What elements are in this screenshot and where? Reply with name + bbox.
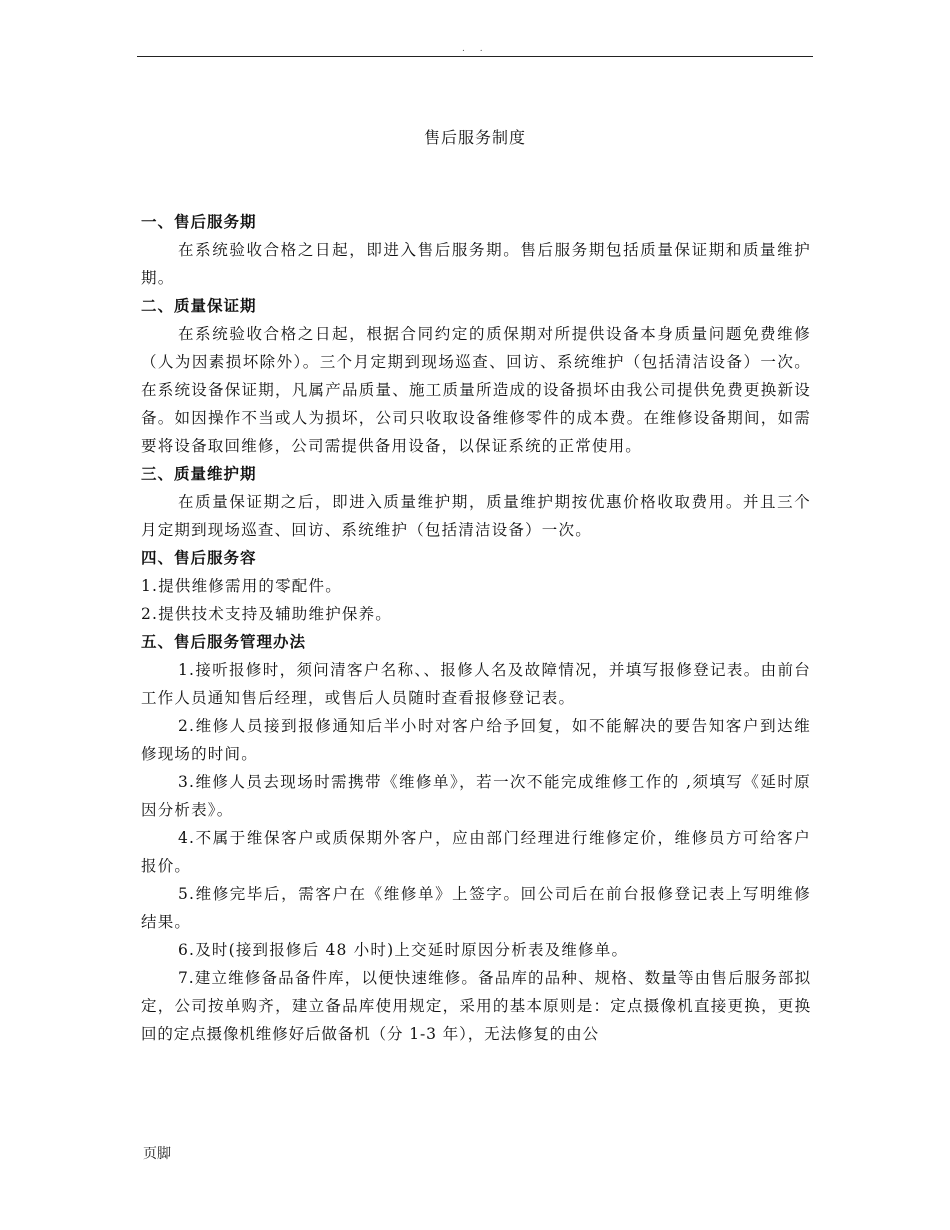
section-heading: 二、质量保证期 — [141, 296, 257, 315]
numbered-paragraph: 1.接听报修时，须问清客户名称、、报修人名及故障情况，并填写报修登记表。由前台工作人员通知售后经理，或售后人员随时查看报修登记表。 — [141, 661, 811, 707]
numbered-paragraph: 2.维修人员接到报修通知后半小时对客户给予回复，如不能解决的要告知客户到达维修现场的时间。 — [141, 717, 811, 763]
numbered-paragraph: 6.及时(接到报修后 48 小时)上交延时原因分析表及维修单。 — [178, 941, 629, 959]
section-paragraph: 在系统验收合格之日起，即进入售后服务期。售后服务期包括质量保证期和质量维护期。 — [141, 241, 811, 287]
section-paragraph: 在系统验收合格之日起，根据合同约定的质保期对所提供设备本身质量问题免费维修（人为因素损坏除外）。三个月定期到现场巡查、回访、系统维护（包括清洁设备）一次。在系统设备保证期，凡属产品质量、施工质量所造成的设备损坏由我公司提供免费更换新设备。如因操作不当或人为损坏，公司只收取设备维修零件的成本费。在维修设备期间，如需要将设备取回维修，公司需提供备用设备，以保证系统的正常使用。 — [141, 325, 811, 455]
list-item: 2.提供技术支持及辅助维护保养。 — [141, 605, 392, 623]
numbered-paragraph: 5.维修完毕后，需客户在《维修单》上签字。回公司后在前台报修登记表上写明维修结果。 — [141, 885, 811, 931]
section-heading: 四、售后服务容 — [141, 548, 257, 567]
numbered-paragraph: 7.建立维修备品备件库，以便快速维修。备品库的品种、规格、数量等由售后服务部拟定，公司按单购齐，建立备品库使用规定，采用的基本原则是：定点摄像机直接更换，更换回的定点摄像机维修好后做备机（分 1-3 年），无法修复的由公 — [141, 969, 811, 1043]
document-title: 售后服务制度 — [423, 128, 526, 147]
section-heading: 一、售后服务期 — [141, 212, 257, 231]
header-marks: . . — [462, 44, 489, 54]
numbered-paragraph: 4.不属于维保客户或质保期外客户，应由部门经理进行维修定价，维修员方可给客户报价。 — [141, 829, 811, 875]
document-body — [141, 208, 811, 1048]
list-item: 1.提供维修需用的零配件。 — [141, 577, 342, 595]
section-heading: 三、质量维护期 — [141, 464, 257, 483]
header-rule — [137, 56, 813, 57]
page-footer: 页脚 — [143, 1146, 171, 1162]
section-heading: 五、售后服务管理办法 — [141, 632, 307, 651]
numbered-paragraph: 3.维修人员去现场时需携带《维修单》，若一次不能完成维修工作的 ,须填写《延时原因分析表》。 — [141, 773, 811, 819]
section-paragraph: 在质量保证期之后，即进入质量维护期，质量维护期按优惠价格收取费用。并且三个月定期到现场巡查、回访、系统维护（包括清洁设备）一次。 — [141, 493, 811, 539]
